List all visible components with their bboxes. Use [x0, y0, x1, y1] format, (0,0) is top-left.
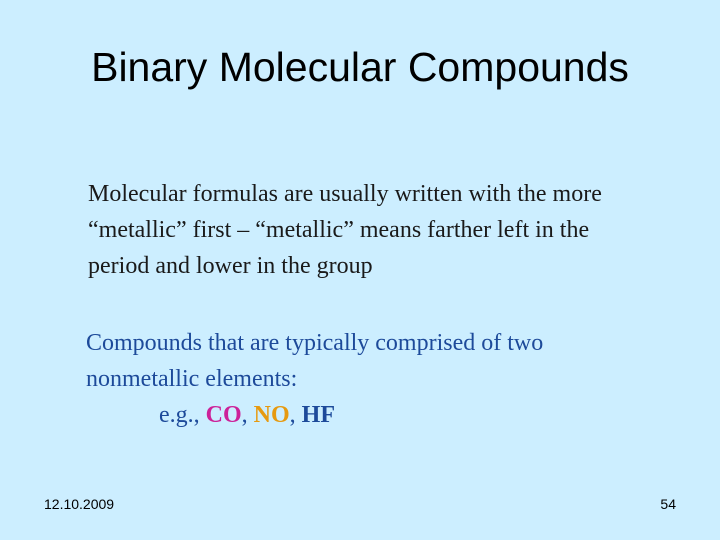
- examples-line: [86, 397, 646, 433]
- formula-rule-paragraph: Molecular formulas are usually written with the more “metallic” first – “metallic” means farther left in the period and lower in the group: [88, 181, 602, 279]
- examples-separator: ,: [289, 402, 302, 428]
- footer-date: 12.10.2009: [44, 496, 115, 512]
- example-formula-co: CO: [205, 402, 242, 428]
- example-formula-no: NO: [253, 402, 290, 428]
- compounds-definition-text: Compounds that are typically comprised of two nonmetallic elements:: [86, 330, 544, 392]
- slide-title: Binary Molecular Compounds: [91, 44, 629, 90]
- footer-page-number: 54: [660, 496, 676, 512]
- examples-separator: ,: [241, 402, 254, 428]
- compounds-definition-paragraph: [86, 325, 646, 433]
- example-formula-hf: HF: [301, 402, 335, 428]
- examples-prefix: e.g.,: [159, 402, 206, 428]
